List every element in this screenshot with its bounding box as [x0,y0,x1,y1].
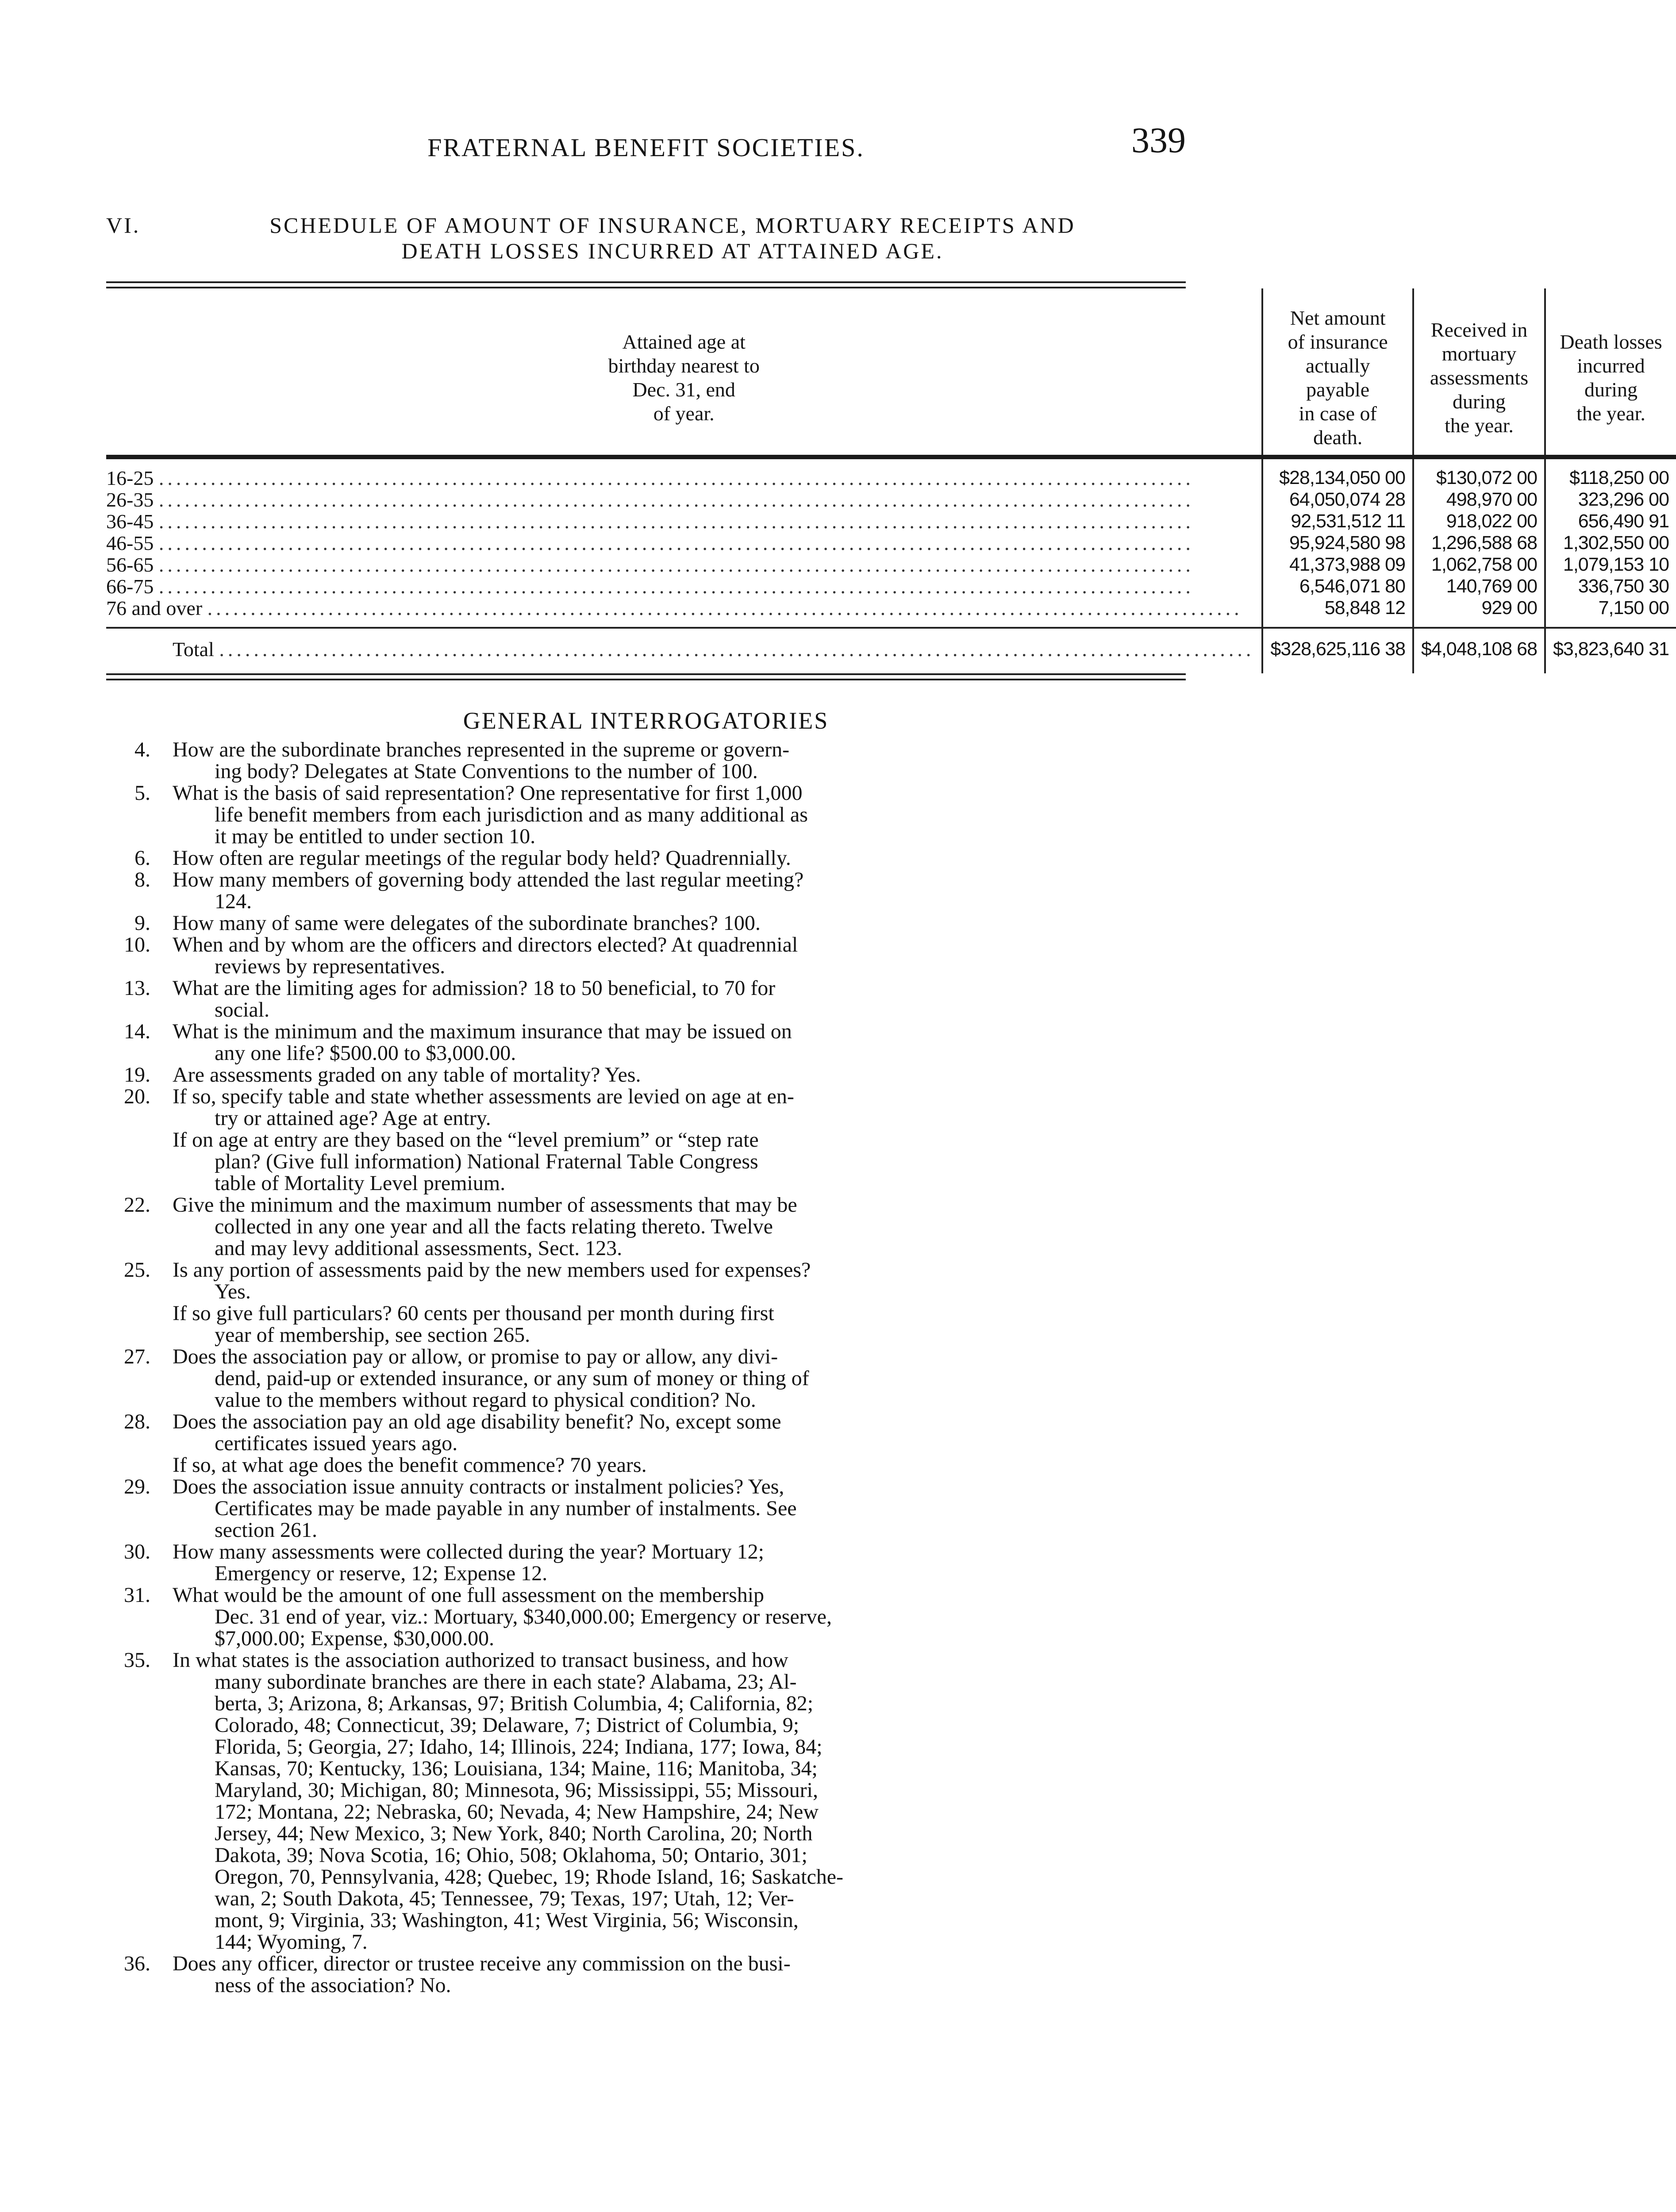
schedule-title [106,212,1186,264]
losses-cell: 7,150 00 [1545,597,1676,628]
losses-cell: 323,296 00 [1545,489,1676,511]
item-line: many subordinate branches are there in each state? Alabama, 23; Al- [215,1670,797,1694]
column-header-received [1413,288,1545,457]
insurance-cell: $28,134,050 00 [1262,457,1413,489]
item-line: table of Mortality Level premium. [215,1171,506,1195]
column-header-line: Received in [1430,319,1528,341]
item-number: 36. [124,1952,150,1975]
insurance-cell: 64,050,074 28 [1262,489,1413,511]
item-line: When and by whom are the officers and directors elected? At quadrennial [173,933,798,956]
item-line: 172; Montana, 22; Nebraska, 60; Nevada, 4; New Hampshire, 24; New [215,1800,819,1824]
item-line: try or attained age? Age at entry. [215,1106,491,1130]
losses-cell: 1,302,550 00 [1545,532,1676,554]
insurance-cell: $328,625,116 38 [1262,628,1413,673]
age-cell: 66-75 ........................................................................................................................ [106,575,1194,598]
interrogatory-item [106,1129,1186,1194]
interrogatory-item [106,782,1186,847]
item-line: What would be the amount of one full assessment on the membership [173,1583,765,1607]
losses-cell: 656,490 91 [1545,511,1676,532]
interrogatory-item [106,869,1186,912]
item-line: Does any officer, director or trustee receive any commission on the busi- [173,1952,791,1975]
interrogatory-item [106,1476,1186,1541]
page-number: 339 [1131,120,1186,160]
column-header-line: during [1452,390,1506,413]
item-line: any one life? $500.00 to $3,000.00. [215,1041,516,1065]
interrogatory-item [106,1584,1186,1649]
schedule-table [106,288,1676,673]
column-header-line: Net amount [1290,307,1386,329]
losses-cell: $3,823,640 31 [1545,628,1676,673]
interrogatory-item [106,977,1186,1021]
received-cell: 918,022 00 [1413,511,1545,532]
received-cell: 929 00 [1413,597,1545,628]
item-line: Kansas, 70; Kentucky, 136; Louisiana, 134; Maine, 116; Manitoba, 34; [215,1757,818,1780]
item-line: collected in any one year and all the facts relating thereto. Twelve [215,1215,773,1238]
leader-dots: ........................................................................................................................ [158,532,1194,554]
column-header-losses [1545,288,1676,457]
item-line: Florida, 5; Georgia, 27; Idaho, 14; Illinois, 224; Indiana, 177; Iowa, 84; [215,1735,823,1759]
item-number: 9. [135,911,150,935]
interrogatory-item [106,1302,1186,1346]
interrogatory-item [106,1346,1186,1411]
item-line: mont, 9; Virginia, 33; Washington, 41; West Virginia, 56; Wisconsin, [215,1909,799,1932]
item-line: plan? (Give full information) National Fraternal Table Congress [215,1150,758,1173]
item-number: 13. [124,976,150,1000]
column-header-line: of year. [653,402,715,425]
received-cell: 1,062,758 00 [1413,554,1545,576]
leader-dots: ........................................................................................................................ [158,488,1194,511]
item-line: ing body? Delegates at State Conventions to the number of 100. [215,760,758,783]
column-header-line: the year. [1576,402,1645,425]
item-line: Emergency or reserve, 12; Expense 12. [215,1562,548,1585]
table-row [106,597,1676,628]
interrogatories-title: GENERAL INTERROGATORIES [463,707,829,734]
item-line: Are assessments graded on any table of mortality? Yes. [173,1063,641,1087]
received-cell: $130,072 00 [1413,457,1545,489]
interrogatory-item [106,1649,1186,1953]
item-number: 8. [135,868,150,891]
insurance-cell: 41,373,988 09 [1262,554,1413,576]
running-head-title: FRATERNAL BENEFIT SOCIETIES. [427,133,865,162]
schedule-title-line-2: DEATH LOSSES INCURRED AT ATTAINED AGE. [401,238,944,263]
schedule-numeral: VI. [106,213,141,238]
item-line: In what states is the association authorized to transact business, and how [173,1648,788,1672]
item-number: 30. [124,1540,150,1563]
item-line: dend, paid-up or extended insurance, or any sum of money or thing of [215,1367,809,1390]
column-header-line: Death losses [1560,330,1662,353]
column-header-age [106,288,1262,457]
item-line: Give the minimum and the maximum number of assessments that may be [173,1193,797,1217]
item-line: What is the minimum and the maximum insurance that may be issued on [173,1020,792,1043]
received-cell: 498,970 00 [1413,489,1545,511]
interrogatory-item [106,1953,1186,1996]
column-header-line: in case of [1299,402,1377,425]
item-line: Jersey, 44; New Mexico, 3; New York, 840; North Carolina, 20; North [215,1822,813,1845]
item-line: Colorado, 48; Connecticut, 39; Delaware, 7; District of Columbia, 9; [215,1713,800,1737]
interrogatory-item [106,1454,1186,1476]
interrogatory-item [106,912,1186,934]
column-header-line: Attained age at [622,330,746,353]
item-line: Does the association pay an old age disability benefit? No, except some [173,1410,781,1433]
column-header-line: birthday nearest to [608,354,760,377]
total-row [106,628,1676,673]
item-line: How are the subordinate branches represented in the supreme or govern- [173,738,790,761]
item-line: 124. [215,890,252,913]
leader-dots: ........................................................................................................................ [158,510,1194,533]
item-line: value to the members without regard to physical condition? No. [215,1388,756,1412]
item-line: certificates issued years ago. [215,1432,458,1455]
item-line: Oregon, 70, Pennsylvania, 428; Quebec, 19; Rhode Island, 16; Saskatche- [215,1865,844,1889]
interrogatory-item [106,1541,1186,1584]
losses-cell: 336,750 30 [1545,576,1676,597]
leader-dots: ........................................................................................................................ [158,575,1194,598]
age-cell: 26-35 ........................................................................................................................ [106,488,1194,511]
item-number: 14. [124,1020,150,1043]
column-header-line: of insurance [1288,330,1388,353]
item-number: 5. [135,781,150,805]
item-number: 10. [124,933,150,956]
received-cell: $4,048,108 68 [1413,628,1545,673]
interrogatory-item [106,847,1186,869]
schedule-body [106,457,1676,673]
column-header-line: payable [1306,378,1370,401]
item-line: If so, specify table and state whether assessments are levied on age at en- [173,1085,794,1108]
item-line: How many assessments were collected during the year? Mortuary 12; [173,1540,764,1563]
age-cell: Total ........................................................................................................................ [106,628,1262,673]
column-header-line: death. [1313,426,1363,449]
losses-cell: $118,250 00 [1545,457,1676,489]
received-cell: 1,296,588 68 [1413,532,1545,554]
age-cell: 16-25 ........................................................................................................................ [106,467,1194,489]
item-number: 19. [124,1063,150,1087]
item-number: 22. [124,1193,150,1217]
item-line: year of membership, see section 265. [215,1323,530,1347]
item-line: Dec. 31 end of year, viz.: Mortuary, $340,000.00; Emergency or reserve, [215,1605,832,1628]
item-number: 25. [124,1258,150,1282]
item-line: What is the basis of said representation? One representative for first 1,000 [173,781,803,805]
column-header-line: mortuary [1442,342,1517,365]
interrogatory-item [106,1086,1186,1129]
leader-dots: ........................................................................................................................ [207,597,1243,619]
table-row [106,576,1676,597]
interrogatory-item [106,1194,1186,1259]
schedule-title-line-1: SCHEDULE OF AMOUNT OF INSURANCE, MORTUARY RECEIPTS AND [269,213,1076,238]
table-row [106,511,1676,532]
table-top-rule [106,281,1186,288]
column-header-line: actually [1305,354,1370,377]
item-line: $7,000.00; Expense, $30,000.00. [215,1627,494,1650]
insurance-cell: 92,531,512 11 [1262,511,1413,532]
item-line: Maryland, 30; Michigan, 80; Minnesota, 96; Mississippi, 55; Missouri, [215,1778,818,1802]
item-line: Certificates may be made payable in any number of instalments. See [215,1497,797,1520]
item-number: 27. [124,1345,150,1368]
age-cell: 56-65 ........................................................................................................................ [106,553,1194,576]
column-header-line: Dec. 31, end [632,378,735,401]
column-header-line: assessments [1430,366,1529,389]
item-number: 28. [124,1410,150,1433]
item-line: If on age at entry are they based on the “level premium” or “step rate [173,1128,759,1152]
item-line: If so give full particulars? 60 cents per thousand per month during first [173,1302,774,1325]
item-line: Is any portion of assessments paid by the new members used for expenses? [173,1258,811,1282]
table-row [106,554,1676,576]
interrogatory-item [106,934,1186,977]
item-line: section 261. [215,1518,317,1542]
item-line: How often are regular meetings of the regular body held? Quadrennially. [173,846,791,870]
item-line: social. [215,998,269,1022]
age-cell: 36-45 ........................................................................................................................ [106,510,1194,533]
table-bottom-rule [106,673,1186,680]
insurance-cell: 95,924,580 98 [1262,532,1413,554]
item-number: 6. [135,846,150,870]
column-header-insurance [1262,288,1413,457]
table-row [106,457,1676,489]
column-header-line: the year. [1445,414,1514,437]
interrogatories-list [106,739,1186,1996]
interrogatory-item [106,1411,1186,1454]
running-head [106,119,1186,164]
insurance-cell: 58,848 12 [1262,597,1413,628]
leader-dots: ........................................................................................................................ [219,638,1255,661]
interrogatory-item [106,1021,1186,1064]
item-line: 144; Wyoming, 7. [215,1930,368,1954]
item-line: Dakota, 39; Nova Scotia, 16; Ohio, 508; Oklahoma, 50; Ontario, 301; [215,1843,807,1867]
item-number: 20. [124,1085,150,1108]
item-line: berta, 3; Arizona, 8; Arkansas, 97; British Columbia, 4; California, 82; [215,1692,814,1715]
document-page [106,119,1669,1997]
received-cell: 140,769 00 [1413,576,1545,597]
item-line: If so, at what age does the benefit commence? 70 years. [173,1453,647,1477]
item-line: it may be entitled to under section 10. [215,825,536,848]
item-line: wan, 2; South Dakota, 45; Tennessee, 79; Texas, 197; Utah, 12; Ver- [215,1887,794,1910]
item-number: 35. [124,1648,150,1672]
interrogatory-item [106,739,1186,782]
item-line: life benefit members from each jurisdiction and as many additional as [215,803,808,826]
item-line: What are the limiting ages for admission? 18 to 50 beneficial, to 70 for [173,976,776,1000]
item-line: reviews by representatives. [215,955,446,978]
interrogatory-item [106,1064,1186,1086]
interrogatory-item [106,1259,1186,1302]
losses-cell: 1,079,153 10 [1545,554,1676,576]
item-line: Does the association pay or allow, or promise to pay or allow, any divi- [173,1345,778,1368]
age-cell: 76 and over ........................................................................................................................ [106,597,1243,619]
item-line: and may levy additional assessments, Sect. 123. [215,1237,623,1260]
column-header-line: incurred during [1577,354,1645,401]
item-line: ness of the association? No. [215,1974,451,1997]
insurance-cell: 6,546,071 80 [1262,576,1413,597]
age-cell: 46-55 ........................................................................................................................ [106,532,1194,554]
leader-dots: ........................................................................................................................ [158,553,1194,576]
item-line: How many members of governing body attended the last regular meeting? [173,868,804,891]
item-line: Does the association issue annuity contracts or instalment policies? Yes, [173,1475,784,1498]
item-number: 31. [124,1583,150,1607]
item-number: 29. [124,1475,150,1498]
item-line: How many of same were delegates of the subordinate branches? 100. [173,911,761,935]
table-row [106,532,1676,554]
item-number: 4. [135,738,150,761]
leader-dots: ........................................................................................................................ [158,467,1194,489]
item-line: Yes. [215,1280,251,1303]
table-row [106,489,1676,511]
